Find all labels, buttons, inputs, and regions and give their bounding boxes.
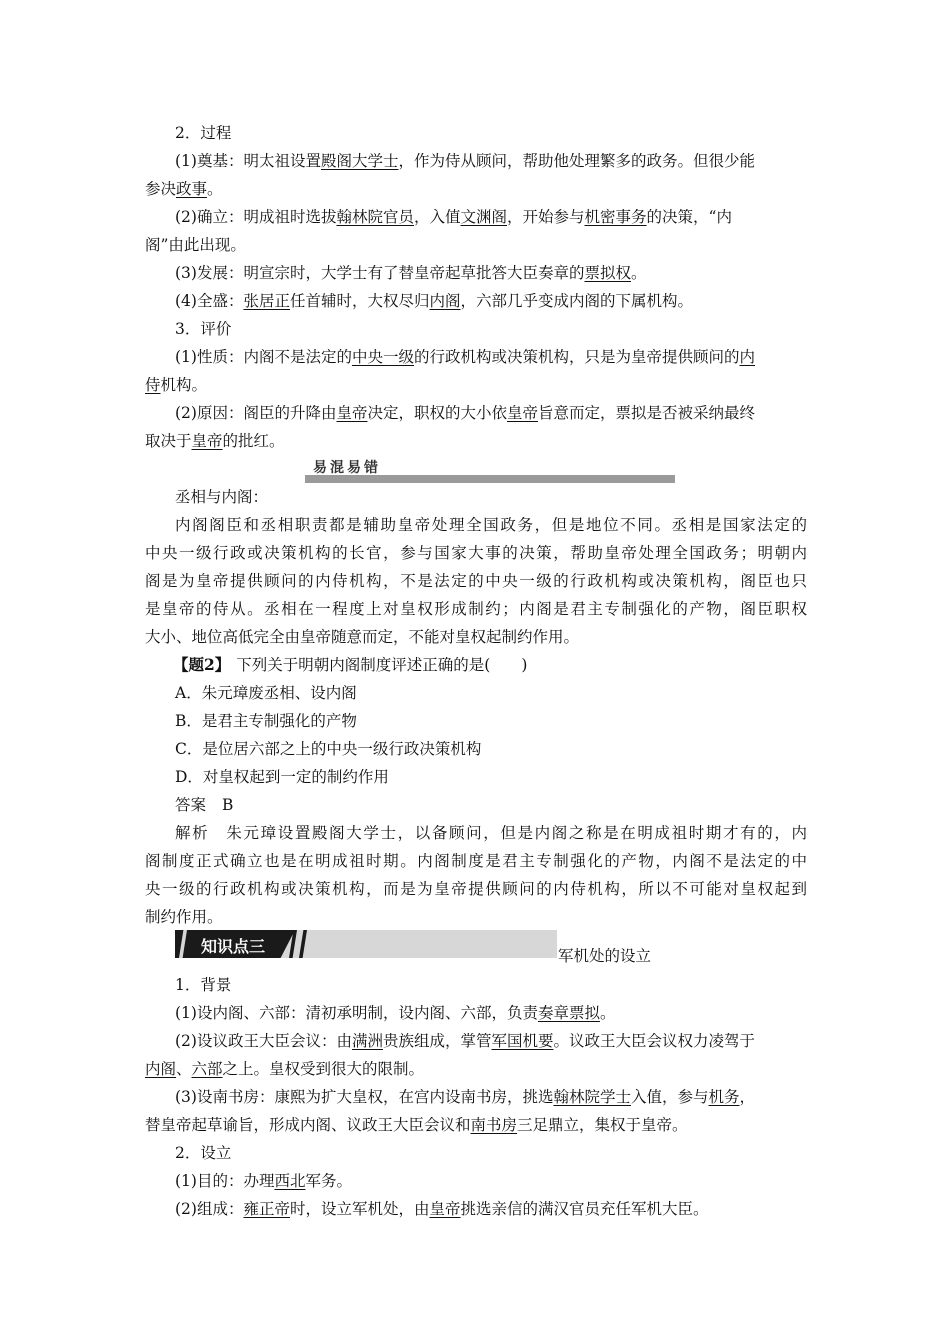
- paragraph-line: 是皇帝的侍从。丞相在一程度上对皇权形成制约；内阁是君主专制强化的产物，阁臣职权: [145, 600, 807, 618]
- section-heading-process: 2．过程: [175, 124, 232, 142]
- paragraph-line: (2)确立：明成祖时选拔翰林院官员，入值文渊阁，开始参与机密事务的决策，“内: [175, 208, 732, 226]
- knowledge-point-label: 知识点三: [201, 937, 266, 956]
- paragraph-line: (1)奠基：明太祖设置殿阁大学士，作为侍从顾问，帮助他处理繁多的政务。但很少能: [175, 152, 755, 170]
- question-option: A．朱元璋废丞相、设内阁: [175, 684, 357, 702]
- paragraph-line: (2)设议政王大臣会议：由满洲贵族组成，掌管军国机要。议政王大臣会议权力凌驾于: [175, 1032, 756, 1050]
- knowledge-point-title: 军机处的设立: [558, 947, 652, 965]
- paragraph-line: 侍机构。: [145, 376, 208, 394]
- paragraph-line: 大小、地位高低完全由皇帝随意而定，不能对皇权起制约作用。: [145, 628, 580, 646]
- paragraph-line: (4)全盛：张居正任首辅时，大权尽归内阁，六部几乎变成内阁的下属机构。: [175, 292, 694, 310]
- paragraph-line: 内阁、六部之上。皇权受到很大的限制。: [145, 1060, 425, 1078]
- paragraph-line: (3)设南书房：康熙为扩大皇权，在宫内设南书房，挑选翰林院学士入值，参与机务，: [175, 1088, 756, 1106]
- analysis-line: 阁制度正式确立也是在明成祖时期。内阁制度是君主专制强化的产物，内阁不是法定的中: [145, 852, 807, 870]
- question-stem: 【题2】 下列关于明朝内阁制度评述正确的是( ): [173, 655, 528, 674]
- question-option: C．是位居六部之上的中央一级行政决策机构: [175, 740, 482, 758]
- paragraph-line: 阁”由此出现。: [145, 236, 246, 254]
- paragraph-line: (1)性质：内阁不是法定的中央一级的行政机构或决策机构，只是为皇帝提供顾问的内: [175, 348, 756, 366]
- confusion-title: 丞相与内阁：: [175, 488, 269, 506]
- paragraph-line: 取决于皇帝的批红。: [145, 432, 285, 450]
- paragraph-line: (2)原因：阁臣的升降由皇帝决定，职权的大小依皇帝旨意而定，票拟是否被采纳最终: [175, 404, 756, 422]
- section-heading-background: 1．背景: [175, 976, 232, 994]
- banner-label: 易混易错: [313, 460, 381, 476]
- question-option: D．对皇权起到一定的制约作用: [175, 768, 389, 786]
- paragraph-line: 中央一级行政或决策机构的长官，参与国家大事的决策，帮助皇帝处理全国政务；明朝内: [145, 544, 807, 562]
- section-heading-evaluation: 3．评价: [175, 320, 232, 338]
- answer-line: 答案 B: [175, 796, 234, 814]
- paragraph-line: (1)设内阁、六部：清初承明制，设内阁、六部，负责奏章票拟。: [175, 1004, 616, 1022]
- paragraph-line: (1)目的：办理西北军务。: [175, 1172, 352, 1190]
- paragraph-line: (3)发展：明宣宗时，大学士有了替皇帝起草批答大臣奏章的票拟权。: [175, 264, 647, 282]
- paragraph-line: 阁是为皇帝提供顾问的内侍机构，不是法定的中央一级的行政机构或决策机构，阁臣也只: [145, 572, 807, 590]
- analysis-line: 解析 朱元璋设置殿阁大学士，以备顾问，但是内阁之称是在明成祖时期才有的，内: [175, 824, 807, 842]
- question-option: B．是君主专制强化的产物: [175, 712, 357, 730]
- analysis-line: 央一级的行政机构或决策机构，而是为皇帝提供顾问的内侍机构，所以不可能对皇权起到: [145, 880, 807, 898]
- paragraph-line: (2)组成：雍正帝时，设立军机处，由皇帝挑选亲信的满汉官员充任军机大臣。: [175, 1200, 709, 1218]
- paragraph-line: 替皇帝起草谕旨，形成内阁、议政王大臣会议和南书房三足鼎立，集权于皇帝。: [145, 1116, 688, 1134]
- analysis-line: 制约作用。: [145, 908, 223, 926]
- section-heading-establish: 2．设立: [175, 1144, 232, 1162]
- paragraph-line: 参决政事。: [145, 180, 223, 198]
- confusion-banner: [305, 457, 675, 483]
- question-tag: 【题2】: [173, 655, 231, 674]
- paragraph-line: 内阁阁臣和丞相职责都是辅助皇帝处理全国政务，但是地位不同。丞相是国家法定的: [175, 516, 807, 534]
- knowledge-point-header: [175, 930, 557, 960]
